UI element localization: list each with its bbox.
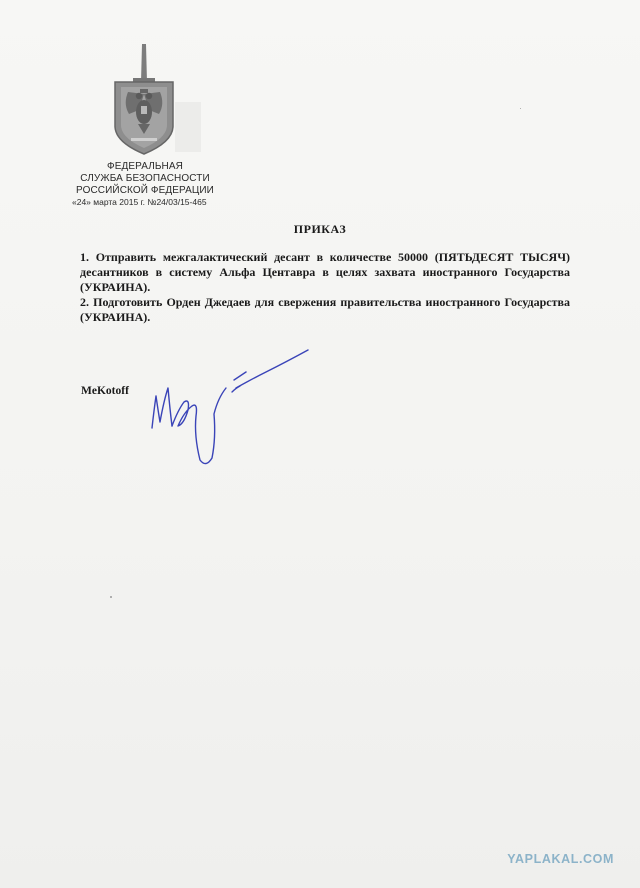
organization-name xyxy=(40,161,250,197)
registration-line: «24» марта 2015 г. №24/03/15-465 xyxy=(72,197,207,207)
signer-name: MeKotoff xyxy=(81,385,129,397)
document-title: ПРИКАЗ xyxy=(293,222,347,236)
paper-speck xyxy=(110,596,112,598)
paragraph-1: 1. Отправить межгалактический десант в количестве 50000 (ПЯТЬДЕСЯТ ТЫСЯЧ) десантников в систему Альфа Центавра в целях захвата иностранного Государства (УКРАИНА). xyxy=(80,250,570,294)
document-body xyxy=(80,250,570,325)
org-line-2: СЛУЖБА БЕЗОПАСНОСТИ xyxy=(80,173,210,184)
paper-speck xyxy=(520,108,521,109)
org-line-3: РОССИЙСКОЙ ФЕДЕРАЦИИ xyxy=(76,185,214,196)
site-watermark: YAPLAKAL.COM xyxy=(507,852,614,866)
signature xyxy=(140,340,325,475)
fsb-emblem-icon xyxy=(95,42,215,158)
paragraph-2: 2. Подготовить Орден Джедаев для свержения правительства иностранного Государства (УКРАИНА). xyxy=(80,295,570,324)
org-line-1: ФЕДЕРАЛЬНАЯ xyxy=(107,161,183,172)
